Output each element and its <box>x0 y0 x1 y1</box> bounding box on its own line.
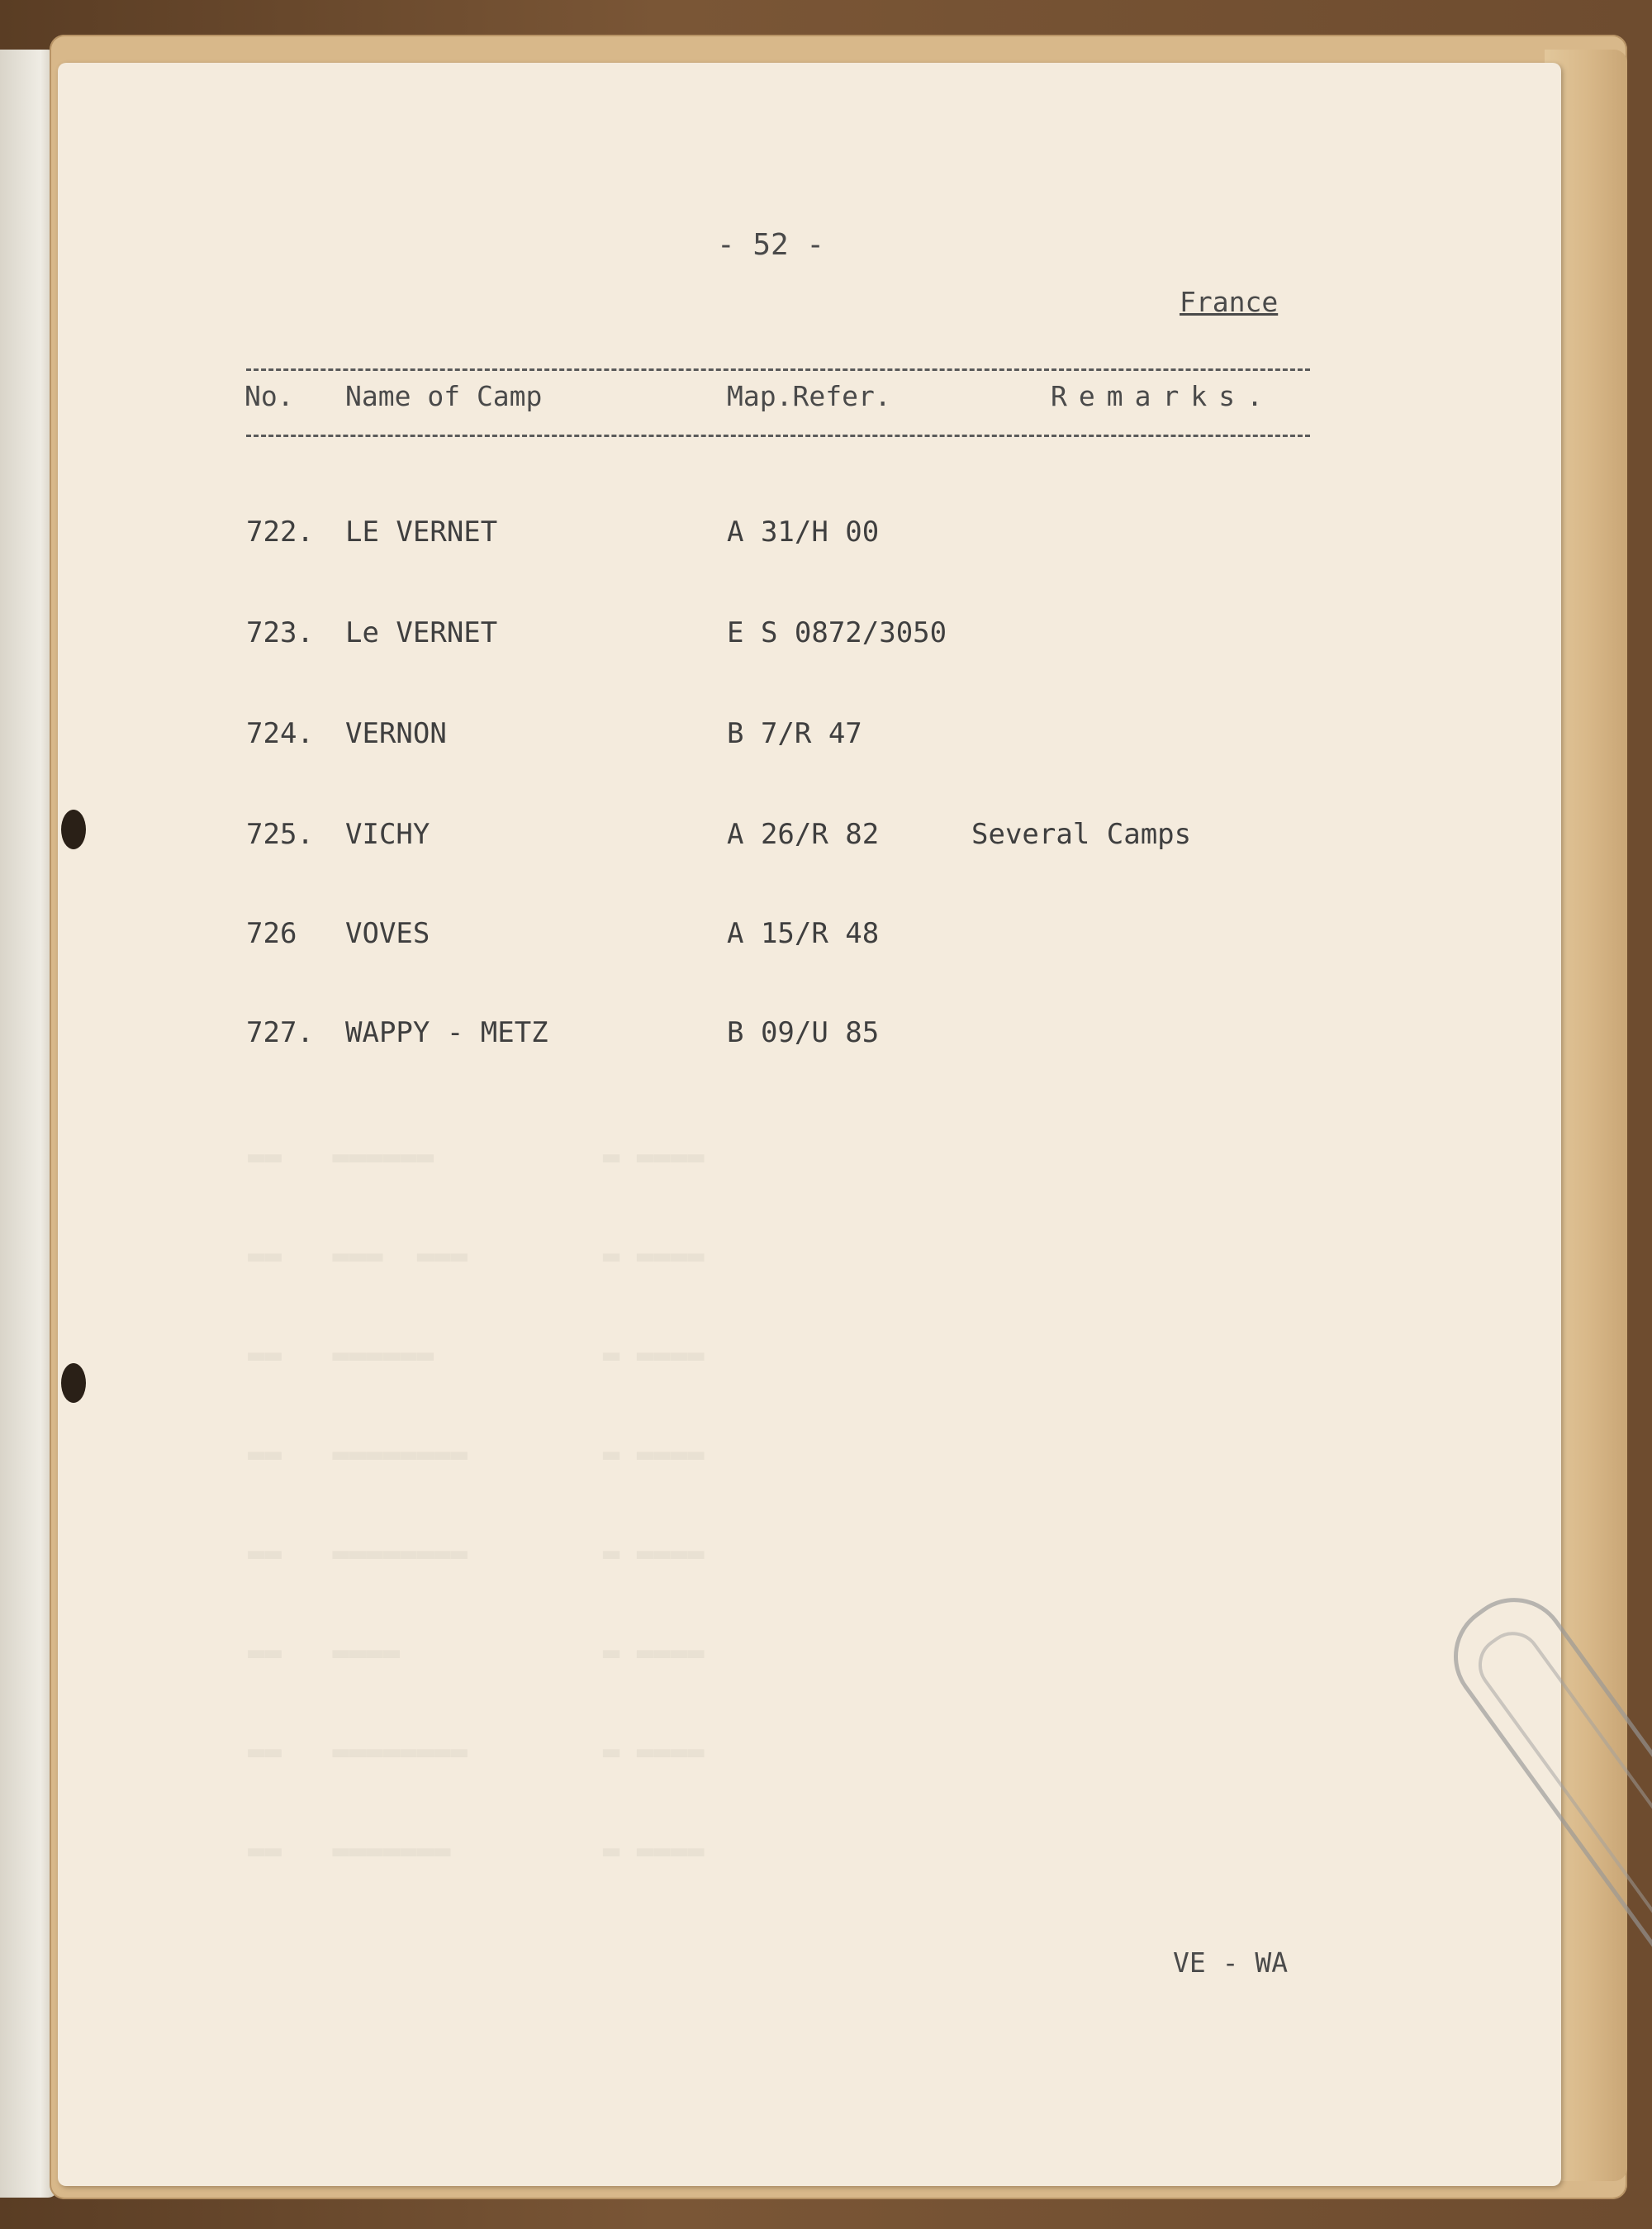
show-through: ▬▬ ▬▬▬▬▬▬▬▬ ▬ ▬▬▬▬ <box>248 1537 705 1570</box>
row-number: 727. <box>246 1016 314 1049</box>
punch-hole <box>61 1363 86 1403</box>
remarks: Several Camps <box>971 818 1192 851</box>
camp-name: VICHY <box>345 818 430 851</box>
page-number: - 52 - <box>717 228 825 262</box>
map-reference: A 31/H 00 <box>727 516 880 549</box>
row-number: 723. <box>246 616 314 649</box>
show-through: ▬▬ ▬▬▬▬▬▬▬▬ ▬ ▬▬▬▬ <box>248 1438 705 1471</box>
column-header-name: Name of Camp <box>345 380 543 412</box>
row-number: 725. <box>246 818 314 851</box>
map-reference: A 26/R 82 <box>727 818 880 851</box>
footer-range: VE - WA <box>1173 1946 1289 1979</box>
show-through: ▬▬ ▬▬▬ ▬▬▬ ▬ ▬▬▬▬ <box>248 1239 705 1272</box>
punch-hole <box>61 810 86 849</box>
header-rule-bottom <box>246 435 1310 437</box>
row-number: 722. <box>246 516 314 549</box>
map-reference: B 09/U 85 <box>727 1016 880 1049</box>
column-header-map: Map.Refer. <box>727 380 891 412</box>
section-title: France <box>1180 286 1279 318</box>
row-number: 726 <box>246 917 297 950</box>
column-header-remarks: Remarks. <box>1051 380 1275 412</box>
show-through: ▬▬ ▬▬▬▬▬▬ ▬ ▬▬▬▬ <box>248 1338 705 1371</box>
camp-name: WAPPY - METZ <box>345 1016 548 1049</box>
show-through: ▬▬ ▬▬▬▬ ▬ ▬▬▬▬ <box>248 1636 705 1669</box>
show-through: ▬▬ ▬▬▬▬▬▬▬ ▬ ▬▬▬▬ <box>248 1834 705 1867</box>
map-reference: B 7/R 47 <box>727 717 862 750</box>
camp-name: VOVES <box>345 917 430 950</box>
map-reference: E S 0872/3050 <box>727 616 947 649</box>
camp-name: LE VERNET <box>345 516 498 549</box>
row-number: 724. <box>246 717 314 750</box>
show-through: ▬▬ ▬▬▬▬▬▬ ▬ ▬▬▬▬ <box>248 1140 705 1173</box>
map-reference: A 15/R 48 <box>727 917 880 950</box>
show-through: ▬▬ ▬▬▬▬▬▬▬▬ ▬ ▬▬▬▬ <box>248 1735 705 1768</box>
camp-name: Le VERNET <box>345 616 498 649</box>
camp-name: VERNON <box>345 717 447 750</box>
header-rule-top <box>246 368 1310 371</box>
column-header-no: No. <box>244 380 294 412</box>
